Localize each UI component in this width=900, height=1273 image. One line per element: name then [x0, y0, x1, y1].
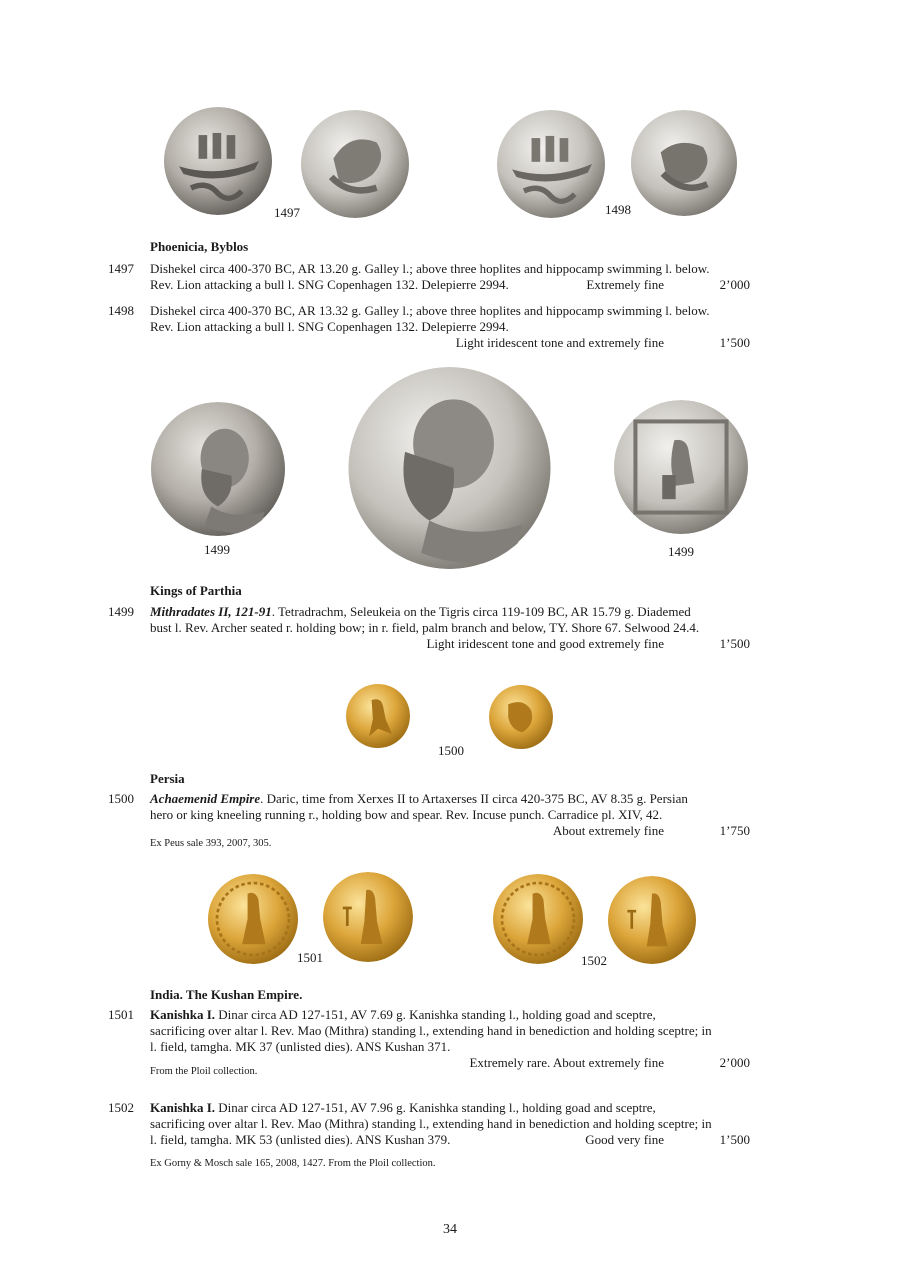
lot-number: 1502 [108, 1100, 134, 1115]
lot-description-line: l. field, tamgha. MK 37 (unlisted dies). ANS Kushan 371. [150, 1039, 451, 1054]
coin-1501-reverse [323, 872, 413, 962]
coin-1497-obverse [163, 107, 273, 215]
lot-1501 [108, 1007, 750, 1073]
lot-description-line: Rev. Lion attacking a bull l. SNG Copenhagen 132. Delepierre 2994. [150, 277, 509, 292]
lot-estimate: 1’500 [719, 636, 750, 651]
coin-1497-reverse [300, 110, 410, 218]
lot-description-line: Dinar circa AD 127-151, AV 7.69 g. Kanishka standing l., holding goad and sceptre, [215, 1007, 656, 1022]
image-label-1501: 1501 [297, 950, 323, 965]
heading-phoenicia: Phoenicia, Byblos [150, 239, 249, 254]
lot-1502 [108, 1100, 750, 1150]
lot-description-line: sacrificing over altar l. Rev. Mao (Mithra) standing l., extending hand in benediction and holding sceptre; in [150, 1116, 712, 1131]
lot-description-line: sacrificing over altar l. Rev. Mao (Mithra) standing l., extending hand in benediction and holding sceptre; in [150, 1023, 712, 1038]
lot-estimate: 2’000 [719, 277, 750, 292]
lot-description-line: hero or king kneeling running r., holding bow and spear. Rev. Incuse punch. Carradice pl. XIV, 42. [150, 807, 663, 822]
coin-1500-reverse [489, 680, 553, 754]
lot-ruler: Achaemenid Empire [150, 791, 261, 806]
lot-grade: Good very fine [585, 1132, 664, 1147]
lot-description-line: . Daric, time from Xerxes II to Artaxerses II circa 420-375 BC, AV 8.35 g. Persian [260, 791, 688, 806]
lot-number: 1498 [108, 303, 134, 318]
heading-india-kushan: India. The Kushan Empire. [150, 987, 303, 1002]
lot-number: 1497 [108, 261, 134, 276]
coin-1499-obverse-small [150, 402, 286, 536]
image-label-1499-right: 1499 [668, 544, 694, 559]
lot-description-line: bust l. Rev. Archer seated r. holding bow; in r. field, palm branch and below, TY. Shore 67. Selwood 24.4. [150, 620, 700, 635]
image-label-1497: 1497 [274, 205, 300, 220]
lot-description-line: Rev. Lion attacking a bull l. SNG Copenhagen 132. Delepierre 2994. [150, 319, 509, 334]
lot-description-line: Dishekel circa 400-370 BC, AR 13.32 g. Galley l.; above three hoplites and hippocamp swimming l. below. [150, 303, 710, 318]
coin-1498-reverse [630, 110, 738, 216]
lot-ruler: Kanishka I. [150, 1007, 216, 1022]
lot-1497 [108, 261, 750, 295]
lot-estimate: 2’000 [719, 1055, 750, 1070]
lot-provenance: Ex Gorny & Mosch sale 165, 2008, 1427. From the Ploil collection. [150, 1158, 436, 1169]
lot-1500 [108, 791, 750, 841]
lot-ruler: Mithradates II, 121-91 [150, 604, 272, 619]
lot-number: 1501 [108, 1007, 134, 1022]
lot-description-line: Dishekel circa 400-370 BC, AR 13.20 g. Galley l.; above three hoplites and hippocamp swimming l. below. [150, 261, 710, 276]
coin-1498-obverse [496, 110, 606, 218]
coin-1502-obverse [492, 874, 584, 964]
lot-description-line: Dinar circa AD 127-151, AV 7.96 g. Kanishka standing l., holding goad and sceptre, [215, 1100, 656, 1115]
heading-persia: Persia [150, 771, 185, 786]
image-label-1499-left: 1499 [204, 542, 230, 557]
image-label-1498: 1498 [605, 202, 631, 217]
image-label-1502: 1502 [581, 953, 607, 968]
lot-ruler: Kanishka I. [150, 1100, 216, 1115]
lot-estimate: 1’500 [719, 335, 750, 350]
lot-grade: About extremely fine [552, 823, 664, 838]
lot-number: 1499 [108, 604, 134, 619]
coin-1502-reverse [607, 876, 697, 964]
lot-description-line: l. field, tamgha. MK 53 (unlisted dies). ANS Kushan 379. [150, 1132, 451, 1147]
coin-1499-obverse-large [347, 367, 552, 569]
lot-description-line: . Tetradrachm, Seleukeia on the Tigris circa 119-109 BC, AR 15.79 g. Diademed [271, 604, 691, 619]
lot-1499 [108, 604, 750, 654]
lot-1498 [108, 303, 750, 353]
lot-number: 1500 [108, 791, 134, 806]
image-label-1500: 1500 [438, 743, 464, 758]
coin-1500-obverse [346, 678, 410, 754]
coin-1499-reverse [613, 400, 749, 534]
lot-provenance: Ex Peus sale 393, 2007, 305. [150, 838, 272, 849]
lot-grade: Light iridescent tone and good extremely fine [426, 636, 664, 651]
lot-estimate: 1’750 [719, 823, 750, 838]
coin-1501-obverse [206, 874, 300, 964]
lot-provenance: From the Ploil collection. [150, 1066, 258, 1077]
lot-grade: Extremely rare. About extremely fine [469, 1055, 664, 1070]
lot-estimate: 1’500 [719, 1132, 750, 1147]
lot-grade: Extremely fine [586, 277, 664, 292]
heading-kings-of-parthia: Kings of Parthia [150, 583, 242, 598]
lot-grade: Light iridescent tone and extremely fine [455, 335, 664, 350]
page-number: 34 [443, 1222, 457, 1237]
